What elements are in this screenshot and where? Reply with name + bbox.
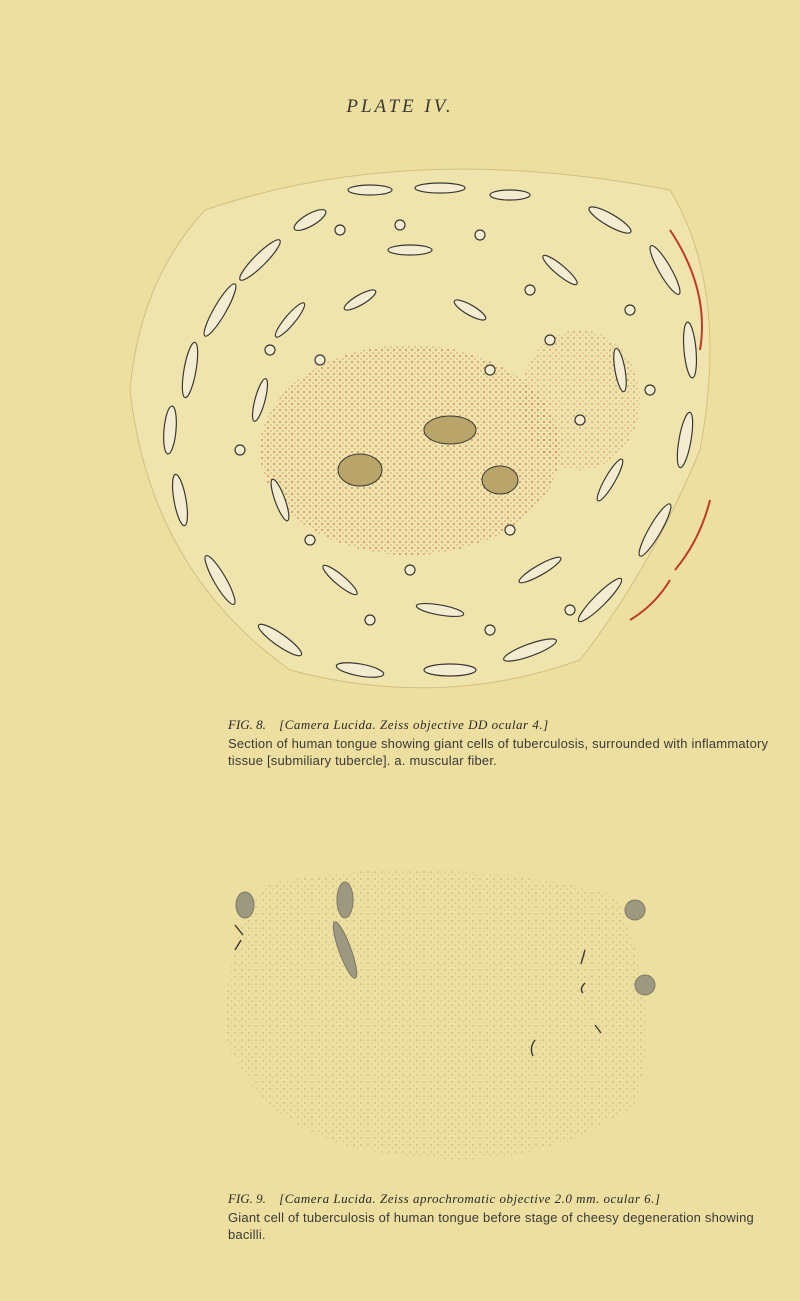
figure-8-caption [228,716,788,769]
figure-9-caption [228,1190,788,1243]
figure-9-spec: [Camera Lucida. Zeiss aprochromatic objective 2.0 mm. ocular 6.] [279,1191,661,1206]
plate-title: PLATE IV. [346,96,454,117]
figure-9-illustration [205,855,665,1175]
figure-8-label: FIG. 8. [228,717,266,732]
figure-9-label: FIG. 9. [228,1191,266,1206]
figure-8-description: Section of human tongue showing giant cells of tuberculosis, surrounded with inflammatory tissue [submiliary tubercle]. a. muscular fiber. [228,736,769,768]
figure-8-spec: [Camera Lucida. Zeiss objective DD ocular 4.] [279,717,549,732]
granular-tissue-right [520,330,640,470]
figure-9-description: Giant cell of tuberculosis of human tongue before stage of cheesy degeneration showing bacilli. [228,1210,754,1242]
granular-tissue-center [260,345,560,555]
figure-8-illustration [110,150,720,710]
